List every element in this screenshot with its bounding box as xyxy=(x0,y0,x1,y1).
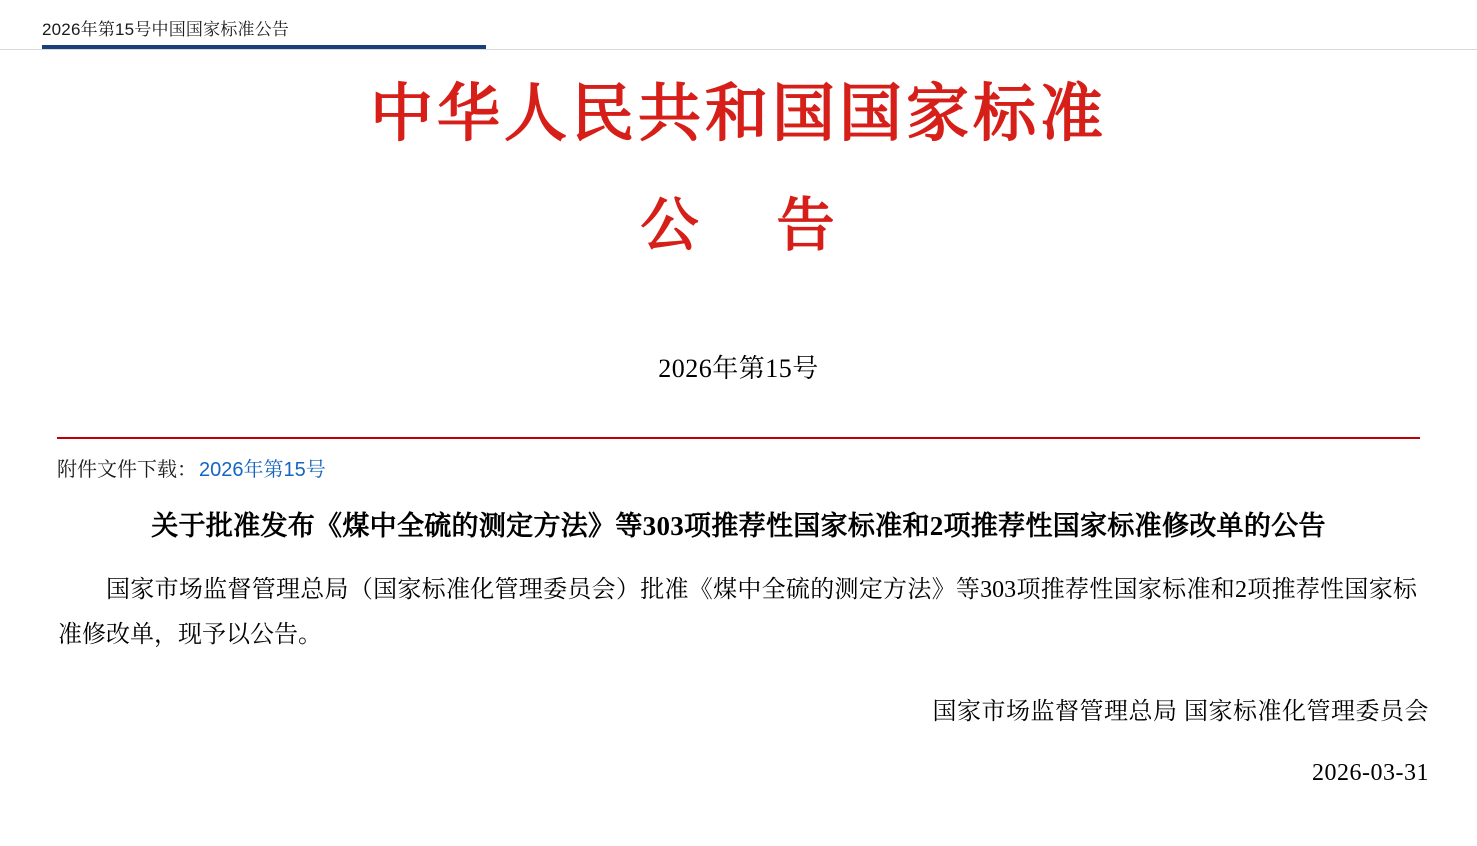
document-title: 中华人民共和国国家标准 xyxy=(370,79,1107,149)
publish-date: 2026-03-31 xyxy=(1312,760,1429,787)
browser-tab-bar xyxy=(0,0,1477,52)
attachment-row xyxy=(57,453,1477,482)
announcement-body: 国家市场监督管理总局（国家标准化管理委员会）批准《煤中全硫的测定方法》等303项推荐性国家标准和2项推荐性国家标准修改单，现予以公告。 xyxy=(58,577,1417,648)
issuing-authority: 国家市场监督管理总局 国家标准化管理委员会 xyxy=(932,699,1429,726)
document-subtitle xyxy=(0,178,1477,262)
red-divider xyxy=(57,437,1420,439)
tab-label: 2026年第15号中国国家标准公告 xyxy=(42,20,290,39)
document-subtitle-char-2: 告 xyxy=(776,193,837,259)
document-subtitle-char-1: 公 xyxy=(640,193,701,259)
attachment-download-link[interactable]: 2026年第15号 xyxy=(199,459,326,482)
tab-standard-announcement[interactable] xyxy=(42,6,289,49)
attachment-label: 附件文件下载： xyxy=(57,459,197,482)
announcement-headline: 关于批准发布《煤中全硫的测定方法》等303项推荐性国家标准和2项推荐性国家标准修改单的公告 xyxy=(151,511,1326,542)
announcement-document xyxy=(0,52,1477,787)
tab-bar-divider xyxy=(0,49,1477,50)
issue-number: 2026年第15号 xyxy=(658,354,819,384)
